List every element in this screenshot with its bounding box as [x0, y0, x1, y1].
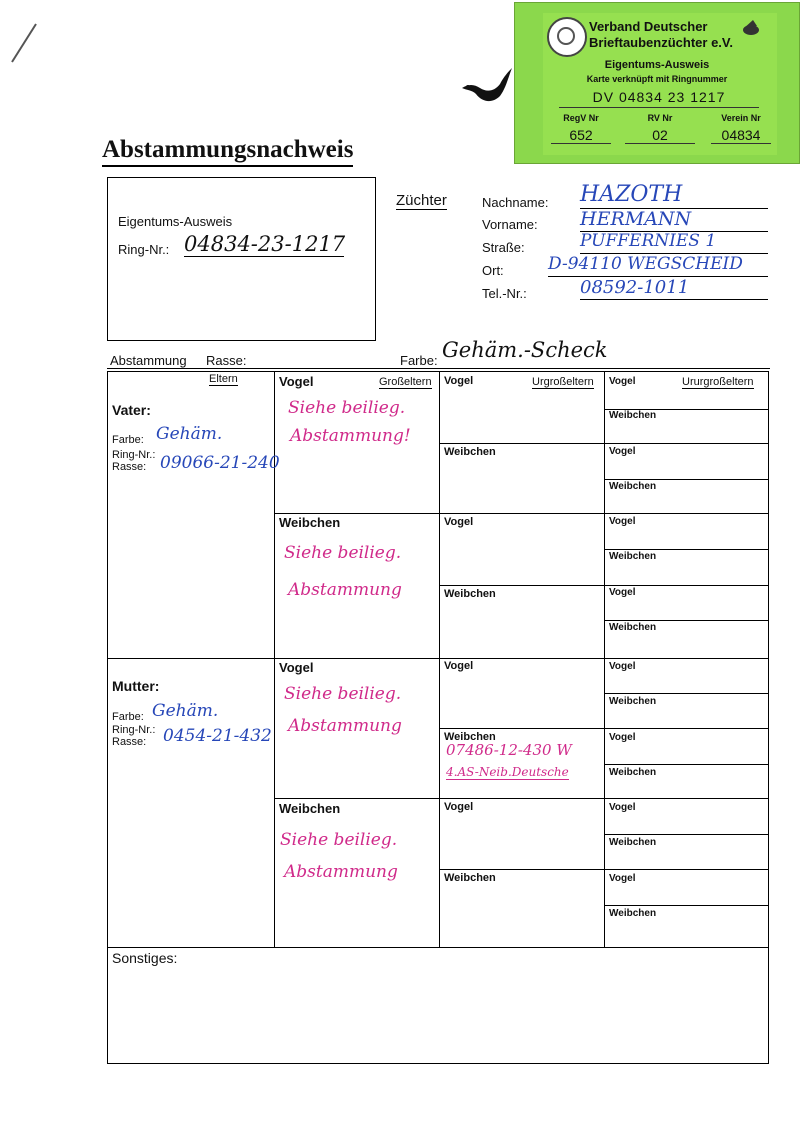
breeder-label-vorname: Vorname:: [482, 217, 538, 232]
ugp-vogel-1: Vogel: [444, 375, 474, 387]
table-line-gp1: [274, 513, 769, 514]
card-rv-label: RV Nr: [647, 113, 673, 123]
gp4-note-line2: Abstammung: [284, 862, 398, 882]
uu-vogel-2: Vogel: [609, 446, 636, 457]
vater-farbe-label: Farbe:: [112, 434, 144, 446]
card-verein-value: 04834: [711, 127, 771, 144]
pen-mark: [8, 22, 40, 66]
sonstiges-box: [107, 947, 769, 1064]
vater-label: Vater:: [112, 402, 151, 418]
table-line-uu6: [604, 764, 769, 765]
card-title: Eigentums-Ausweis: [604, 59, 710, 71]
ownership-card: [514, 2, 800, 164]
ugp-vogel-2: Vogel: [444, 516, 474, 528]
sonstiges-label: Sonstiges:: [112, 950, 178, 966]
card-regv-value: 652: [551, 127, 611, 144]
table-line-uu3: [604, 549, 769, 550]
table-divider-3: [604, 371, 605, 948]
vater-rasse-label: Rasse:: [112, 461, 147, 473]
certificate-ring-value: 04834-23-1217: [184, 232, 346, 256]
card-verein-label: Verein Nr: [721, 113, 761, 123]
ugp-weibchen-4: Weibchen: [444, 872, 496, 884]
abstammung-label: Abstammung: [110, 353, 187, 368]
farbe-value: Gehäm.-Scheck: [442, 338, 608, 362]
vater-ring-value: 09066-21-240: [160, 453, 280, 473]
ugp3-entry-line2: 4.AS-Neib.Deutsche: [446, 765, 569, 779]
col-urgrosseltern: Urgroßeltern: [532, 376, 594, 388]
gp4-note-line1: Siehe beilieg.: [280, 830, 398, 850]
uu-weibchen-5: Weibchen: [609, 696, 657, 707]
gp2-note-line2: Abstammung: [288, 580, 402, 600]
mutter-rasse-label: Rasse:: [112, 736, 147, 748]
uu-vogel-6: Vogel: [609, 732, 636, 743]
uu-weibchen-4: Weibchen: [609, 622, 657, 633]
uu-weibchen-8: Weibchen: [609, 908, 657, 919]
card-regv-label: RegV Nr: [563, 113, 599, 123]
uu-weibchen-2: Weibchen: [609, 481, 657, 492]
meta-underline: [107, 368, 770, 369]
vater-ring-label: Ring-Nr.:: [112, 449, 156, 461]
card-org: [589, 19, 733, 51]
mutter-farbe-value: Gehäm.: [152, 701, 219, 721]
certificate-ring-label: Ring-Nr.:: [118, 242, 170, 257]
ugp3-entry-line1: 07486-12-430 W: [446, 741, 572, 759]
table-line-parents: [107, 658, 769, 659]
gp3-note-line1: Siehe beilieg.: [284, 684, 402, 704]
card-org-line1: Verband Deutscher: [589, 19, 708, 34]
gp-vogel-2: Vogel: [279, 660, 314, 675]
mutter-farbe-label: Farbe:: [112, 711, 144, 723]
table-line-uu4: [604, 620, 769, 621]
gp2-note-line1: Siehe beilieg.: [284, 543, 402, 563]
bird-silhouette: [460, 62, 514, 108]
table-line-ugp3: [439, 728, 769, 729]
card-ring: DV 04834 23 1217: [559, 89, 759, 108]
table-line-uu8: [604, 905, 769, 906]
ugp-weibchen-3: Weibchen: [444, 731, 496, 743]
gp1-note-line1: Siehe beilieg.: [288, 398, 406, 418]
breeder-label-tel: Tel.-Nr.:: [482, 286, 527, 301]
breeder-value-strasse: PUFFERNIES 1: [580, 230, 768, 254]
uu-weibchen-7: Weibchen: [609, 837, 657, 848]
mutter-ring-label: Ring-Nr.:: [112, 724, 156, 736]
page-title: Abstammungsnachweis: [102, 136, 353, 167]
uu-vogel-7: Vogel: [609, 802, 636, 813]
card-org-line2: Brieftaubenzüchter e.V.: [589, 35, 734, 50]
dv-logo-icon: [547, 17, 587, 57]
uu-vogel-8: Vogel: [609, 873, 636, 884]
breeder-heading: Züchter: [396, 192, 447, 209]
certificate-box: [107, 177, 376, 341]
breeder-label-nachname: Nachname:: [482, 195, 549, 210]
certificate-heading: Eigentums-Ausweis: [118, 214, 233, 229]
gp-vogel-1: Vogel: [279, 374, 314, 389]
gp-weibchen-2: Weibchen: [279, 801, 341, 816]
gp1-note-line2: Abstammung!: [290, 426, 411, 446]
uu-weibchen-6: Weibchen: [609, 767, 657, 778]
breeder-value-vorname: HERMANN: [580, 207, 768, 232]
uu-vogel-3: Vogel: [609, 516, 636, 527]
uu-vogel-1: Vogel: [609, 376, 636, 387]
table-line-ugp2: [439, 585, 769, 586]
rasse-label: Rasse:: [206, 353, 247, 368]
col-eltern: Eltern: [209, 373, 238, 385]
table-line-uu7: [604, 834, 769, 835]
col-ururgrosseltern: Ururgroßeltern: [682, 376, 754, 388]
card-rv-value: 02: [625, 127, 695, 144]
uu-vogel-4: Vogel: [609, 587, 636, 598]
ugp-vogel-3: Vogel: [444, 660, 474, 672]
breeder-value-tel: 08592-1011: [580, 276, 768, 300]
farbe-label: Farbe:: [400, 353, 438, 368]
uu-weibchen-1: Weibchen: [609, 410, 657, 421]
pigeon-icon: [739, 17, 765, 39]
vater-farbe-value: Gehäm.: [156, 424, 223, 444]
mutter-ring-value: 0454-21-432: [163, 726, 272, 746]
card-subtitle: Karte verknüpft mit Ringnummer: [586, 74, 728, 84]
table-line-uu5: [604, 693, 769, 694]
col-grosseltern: Großeltern: [379, 376, 432, 388]
ugp-weibchen-1: Weibchen: [444, 446, 496, 458]
table-line-uu2: [604, 479, 769, 480]
table-divider-2: [439, 371, 440, 948]
table-line-ugp1: [439, 443, 769, 444]
breeder-label-strasse: Straße:: [482, 240, 525, 255]
ugp-vogel-4: Vogel: [444, 801, 474, 813]
mutter-label: Mutter:: [112, 678, 160, 694]
gp3-note-line2: Abstammung: [288, 716, 402, 736]
table-line-gp2: [274, 798, 769, 799]
breeder-value-ort: D-94110 WEGSCHEID: [548, 253, 768, 277]
table-line-ugp4: [439, 869, 769, 870]
gp-weibchen-1: Weibchen: [279, 515, 341, 530]
uu-vogel-5: Vogel: [609, 661, 636, 672]
ugp-weibchen-2: Weibchen: [444, 588, 496, 600]
breeder-label-ort: Ort:: [482, 263, 504, 278]
uu-weibchen-3: Weibchen: [609, 551, 657, 562]
breeder-value-nachname: HAZOTH: [580, 182, 768, 209]
